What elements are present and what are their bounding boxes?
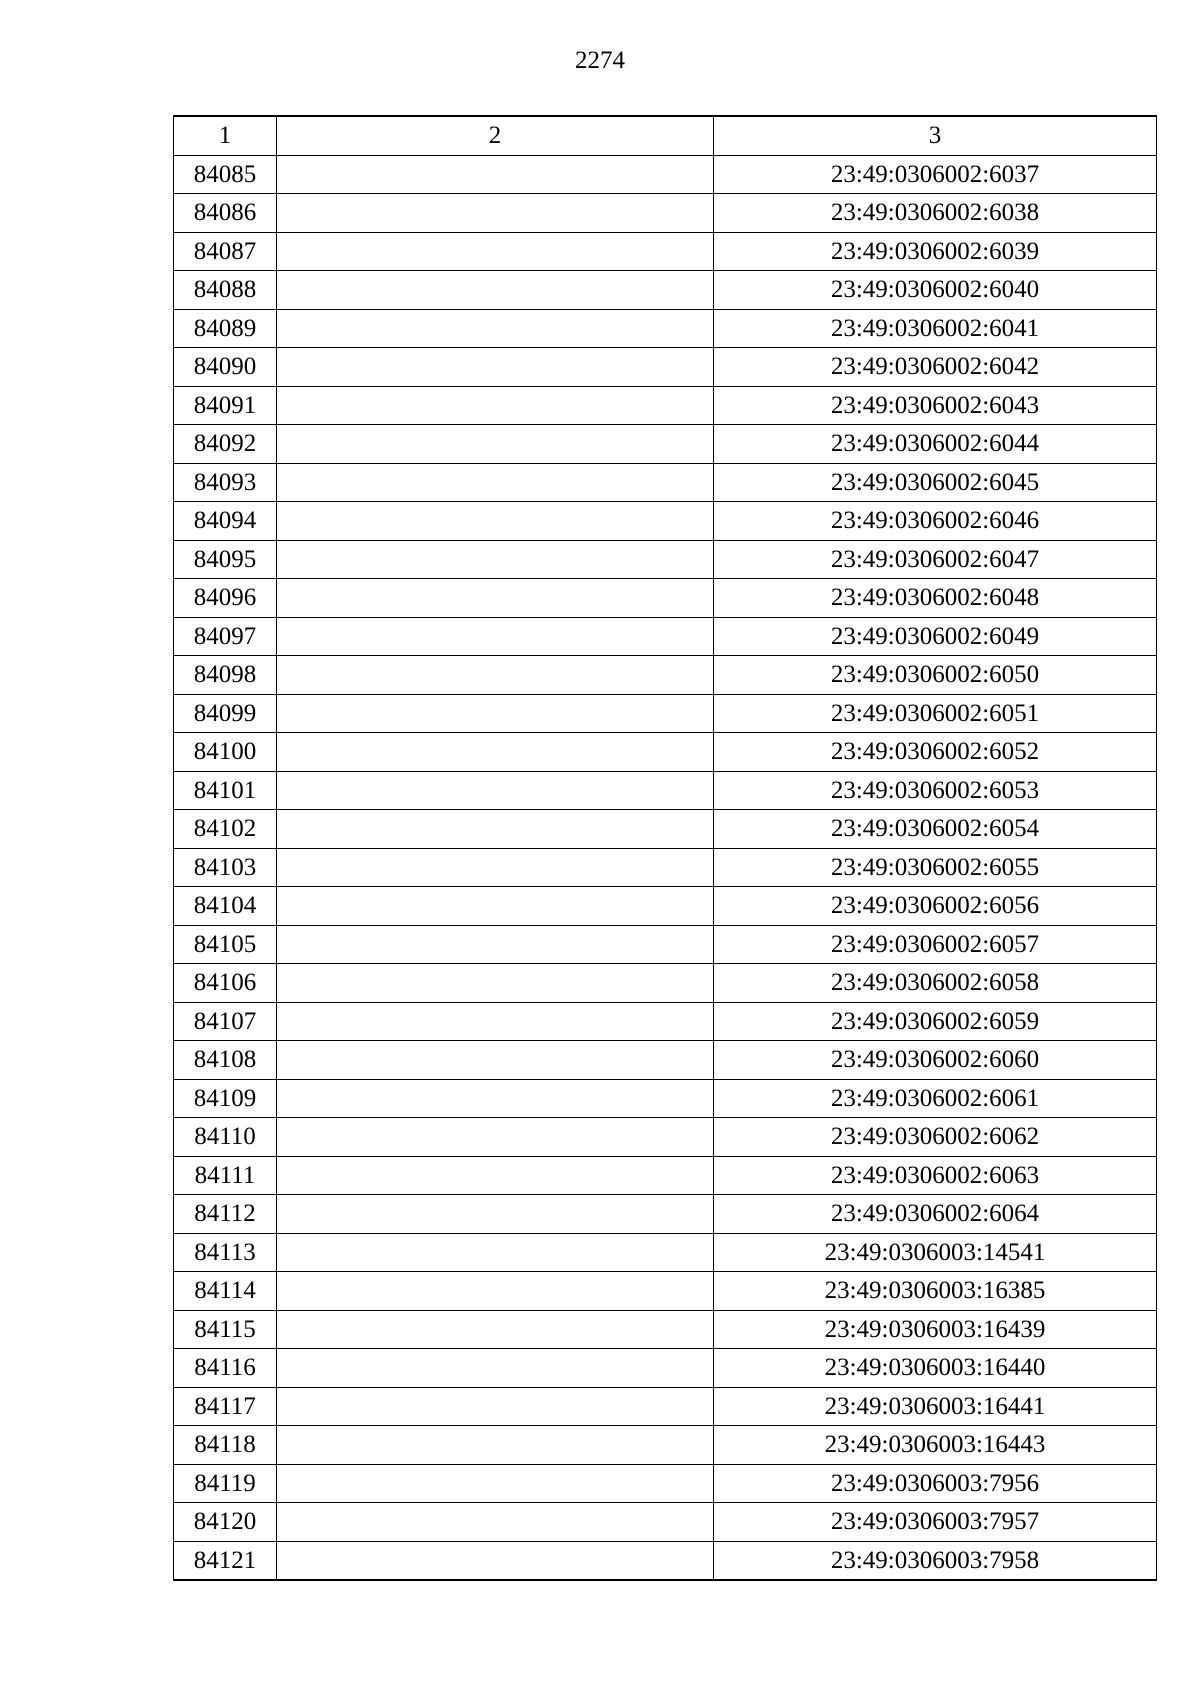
cadastral-number-cell: 23:49:0306003:7958 [714,1541,1157,1580]
cadastral-number-cell: 23:49:0306002:6064 [714,1195,1157,1234]
table-row [174,232,1157,271]
row-number-cell: 84093 [174,463,277,502]
row-number-cell: 84100 [174,733,277,772]
description-cell [277,1503,714,1542]
cadastral-number-cell: 23:49:0306002:6048 [714,579,1157,618]
cadastral-number-cell: 23:49:0306002:6052 [714,733,1157,772]
cadastral-number-cell: 23:49:0306002:6043 [714,386,1157,425]
row-number-cell: 84091 [174,386,277,425]
table-row [174,694,1157,733]
description-cell [277,1426,714,1465]
description-cell [277,1156,714,1195]
data-table [173,115,1157,1581]
row-number-cell: 84121 [174,1541,277,1580]
table-row [174,463,1157,502]
cadastral-number-cell: 23:49:0306003:16441 [714,1387,1157,1426]
table-row [174,155,1157,194]
row-number-cell: 84099 [174,694,277,733]
table-row [174,1464,1157,1503]
row-number-cell: 84109 [174,1079,277,1118]
table-row [174,925,1157,964]
description-cell [277,1272,714,1311]
cadastral-number-cell: 23:49:0306003:7956 [714,1464,1157,1503]
table-header-row [174,116,1157,155]
cadastral-number-cell: 23:49:0306002:6050 [714,656,1157,695]
table-row [174,617,1157,656]
cadastral-number-cell: 23:49:0306002:6055 [714,848,1157,887]
table-body [174,155,1157,1580]
cadastral-number-cell: 23:49:0306002:6062 [714,1118,1157,1157]
description-cell [277,155,714,194]
table-row [174,348,1157,387]
column-header-3: 3 [714,116,1157,155]
description-cell [277,425,714,464]
description-cell [277,579,714,618]
table-row [174,1503,1157,1542]
cadastral-number-cell: 23:49:0306002:6063 [714,1156,1157,1195]
description-cell [277,925,714,964]
table-row [174,1002,1157,1041]
table-row [174,579,1157,618]
description-cell [277,1349,714,1388]
cadastral-number-cell: 23:49:0306002:6060 [714,1041,1157,1080]
cadastral-number-cell: 23:49:0306002:6039 [714,232,1157,271]
description-cell [277,887,714,926]
description-cell [277,1387,714,1426]
row-number-cell: 84097 [174,617,277,656]
description-cell [277,502,714,541]
description-cell [277,1464,714,1503]
row-number-cell: 84119 [174,1464,277,1503]
cadastral-number-cell: 23:49:0306002:6054 [714,810,1157,849]
description-cell [277,733,714,772]
description-cell [277,1233,714,1272]
description-cell [277,694,714,733]
description-cell [277,1079,714,1118]
table-row [174,194,1157,233]
table-row [174,810,1157,849]
table-header [174,116,1157,155]
cadastral-number-cell: 23:49:0306002:6049 [714,617,1157,656]
row-number-cell: 84113 [174,1233,277,1272]
cadastral-number-cell: 23:49:0306003:16440 [714,1349,1157,1388]
row-number-cell: 84112 [174,1195,277,1234]
table-row [174,1156,1157,1195]
description-cell [277,232,714,271]
cadastral-number-cell: 23:49:0306002:6045 [714,463,1157,502]
description-cell [277,540,714,579]
cadastral-number-cell: 23:49:0306002:6042 [714,348,1157,387]
table-row [174,1349,1157,1388]
table-row [174,1541,1157,1580]
row-number-cell: 84096 [174,579,277,618]
row-number-cell: 84111 [174,1156,277,1195]
table-row [174,1079,1157,1118]
table-row [174,1233,1157,1272]
description-cell [277,463,714,502]
cadastral-number-cell: 23:49:0306002:6041 [714,309,1157,348]
row-number-cell: 84086 [174,194,277,233]
table-row [174,1041,1157,1080]
description-cell [277,1118,714,1157]
cadastral-number-cell: 23:49:0306002:6056 [714,887,1157,926]
table-row [174,1195,1157,1234]
row-number-cell: 84098 [174,656,277,695]
row-number-cell: 84101 [174,771,277,810]
page-number: 2274 [575,47,625,74]
row-number-cell: 84102 [174,810,277,849]
description-cell [277,1541,714,1580]
table-row [174,964,1157,1003]
cadastral-number-cell: 23:49:0306002:6059 [714,1002,1157,1041]
row-number-cell: 84085 [174,155,277,194]
description-cell [277,194,714,233]
description-cell [277,309,714,348]
table-row [174,271,1157,310]
table-row [174,540,1157,579]
row-number-cell: 84115 [174,1310,277,1349]
table-row [174,1118,1157,1157]
cadastral-number-cell: 23:49:0306003:16439 [714,1310,1157,1349]
table-row [174,386,1157,425]
cadastral-number-cell: 23:49:0306002:6061 [714,1079,1157,1118]
description-cell [277,271,714,310]
table-row [174,733,1157,772]
description-cell [277,1002,714,1041]
cadastral-number-cell: 23:49:0306003:14541 [714,1233,1157,1272]
table-row [174,502,1157,541]
description-cell [277,656,714,695]
cadastral-number-cell: 23:49:0306002:6057 [714,925,1157,964]
table-row [174,1426,1157,1465]
row-number-cell: 84108 [174,1041,277,1080]
row-number-cell: 84110 [174,1118,277,1157]
row-number-cell: 84087 [174,232,277,271]
table-row [174,1387,1157,1426]
table-row [174,771,1157,810]
description-cell [277,617,714,656]
table-row [174,656,1157,695]
row-number-cell: 84118 [174,1426,277,1465]
description-cell [277,1310,714,1349]
row-number-cell: 84105 [174,925,277,964]
table-row [174,1310,1157,1349]
description-cell [277,348,714,387]
cadastral-number-cell: 23:49:0306003:7957 [714,1503,1157,1542]
description-cell [277,386,714,425]
table-row [174,887,1157,926]
row-number-cell: 84090 [174,348,277,387]
row-number-cell: 84120 [174,1503,277,1542]
table-row [174,848,1157,887]
row-number-cell: 84106 [174,964,277,1003]
cadastral-number-cell: 23:49:0306002:6047 [714,540,1157,579]
row-number-cell: 84116 [174,1349,277,1388]
description-cell [277,848,714,887]
row-number-cell: 84092 [174,425,277,464]
column-header-2: 2 [277,116,714,155]
table-row [174,425,1157,464]
row-number-cell: 84107 [174,1002,277,1041]
cadastral-number-cell: 23:49:0306003:16443 [714,1426,1157,1465]
description-cell [277,1041,714,1080]
row-number-cell: 84114 [174,1272,277,1311]
cadastral-number-cell: 23:49:0306002:6037 [714,155,1157,194]
row-number-cell: 84117 [174,1387,277,1426]
row-number-cell: 84095 [174,540,277,579]
cadastral-number-cell: 23:49:0306002:6051 [714,694,1157,733]
cadastral-number-cell: 23:49:0306002:6053 [714,771,1157,810]
cadastral-number-cell: 23:49:0306003:16385 [714,1272,1157,1311]
row-number-cell: 84094 [174,502,277,541]
row-number-cell: 84104 [174,887,277,926]
description-cell [277,964,714,1003]
table-row [174,1272,1157,1311]
cadastral-number-cell: 23:49:0306002:6058 [714,964,1157,1003]
table-row [174,309,1157,348]
row-number-cell: 84089 [174,309,277,348]
column-header-1: 1 [174,116,277,155]
row-number-cell: 84103 [174,848,277,887]
cadastral-number-cell: 23:49:0306002:6044 [714,425,1157,464]
description-cell [277,810,714,849]
cadastral-number-cell: 23:49:0306002:6046 [714,502,1157,541]
cadastral-number-cell: 23:49:0306002:6040 [714,271,1157,310]
row-number-cell: 84088 [174,271,277,310]
description-cell [277,1195,714,1234]
description-cell [277,771,714,810]
cadastral-number-cell: 23:49:0306002:6038 [714,194,1157,233]
